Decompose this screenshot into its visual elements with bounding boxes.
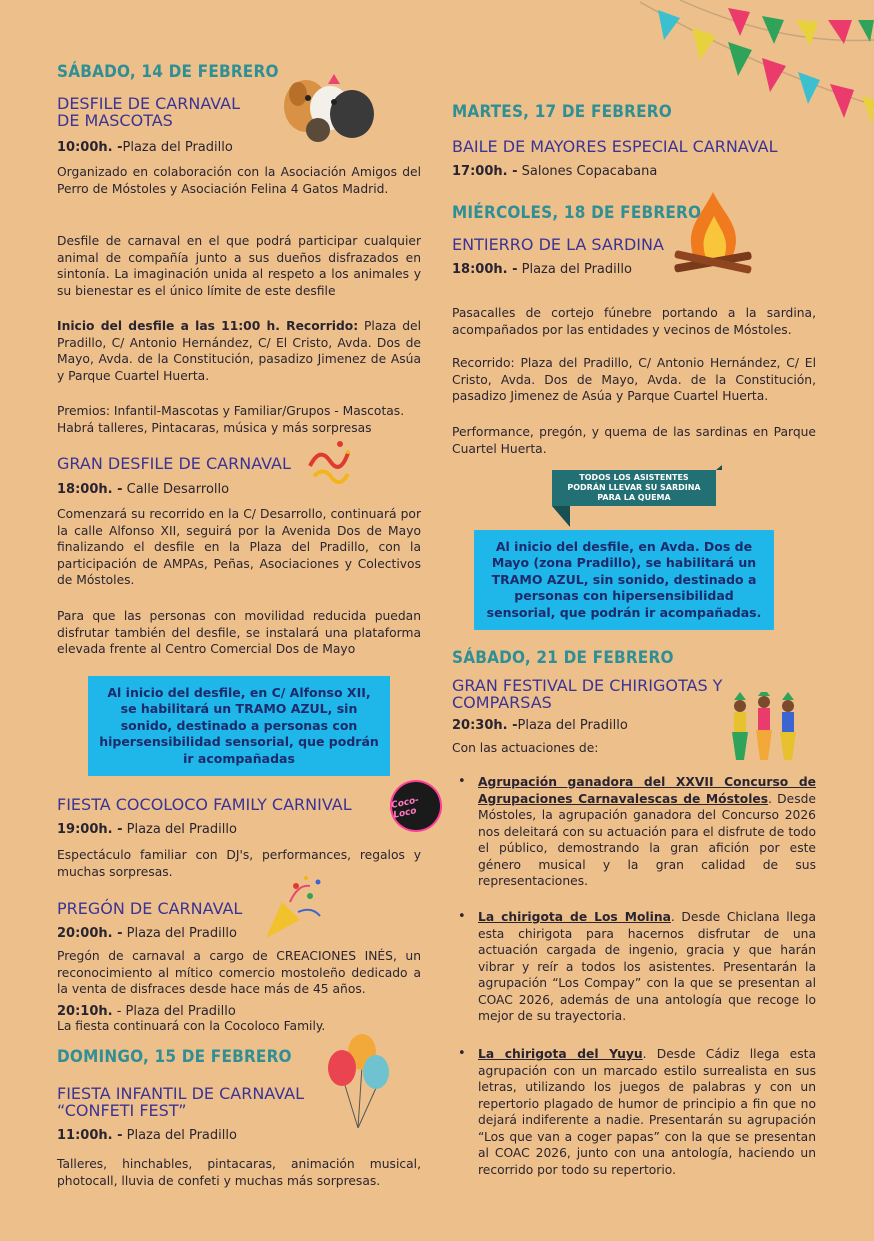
time-chirigotas: 20:30h. -Plaza del Pradillo bbox=[452, 718, 628, 733]
party-popper-icon bbox=[262, 872, 328, 942]
event-title-confeti-1: FIESTA INFANTIL DE CARNAVAL bbox=[57, 1084, 304, 1103]
day-heading-martes-17: MARTES, 17 DE FEBRERO bbox=[452, 102, 672, 122]
event-title-chirigotas-1: GRAN FESTIVAL DE CHIRIGOTAS Y bbox=[452, 676, 723, 695]
event-title-pregon: PREGÓN DE CARNAVAL bbox=[57, 899, 243, 918]
text-mascotas-4: Premios: Infantil-Mascotas y Familiar/Grupos - Mascotas. Habrá talleres, Pintacaras, música y más sorpresas bbox=[57, 404, 405, 435]
event-title-sardina: ENTIERRO DE LA SARDINA bbox=[452, 235, 664, 254]
text-sardina-2: Recorrido: Plaza del Pradillo, C/ Antonio Hernández, C/ El Cristo, Avda. Dos de Mayo, Avda. de la Constitución, pasadizo Jimenez de Asúa y Parque Cuartel Huerta. bbox=[452, 356, 816, 403]
streamers-icon bbox=[304, 436, 354, 488]
bonfire-icon bbox=[670, 188, 756, 280]
tramo-azul-box-right: Al inicio del desfile, en Avda. Dos de Mayo (zona Pradillo), se habilitará un TRAMO AZUL, sin sonido, destinado a personas con hipersensibilidad sensorial, que podrán ir acompañadas. bbox=[474, 530, 774, 630]
time-sardina: 18:00h. - Plaza del Pradillo bbox=[452, 262, 632, 277]
text-mascotas-2: Desfile de carnaval en el que podrá participar cualquier animal de compañía junto a sus dueños disfrazados en sintonía. La imaginación unida al respeto a los animales y su bienestar es el único límite de este desfile bbox=[57, 234, 421, 298]
event-title-gran-desfile: GRAN DESFILE DE CARNAVAL bbox=[57, 454, 291, 473]
text-gran-2: Para que las personas con movilidad reducida puedan disfrutar también del desfile, se instalará una plataforma elevada frente al Centro Comercial Dos de Mayo bbox=[57, 609, 421, 656]
day-heading-sabado-14: SÁBADO, 14 DE FEBRERO bbox=[57, 62, 279, 82]
bunting-decoration bbox=[640, 0, 874, 150]
event-title-mascotas: DESFILE DE CARNAVAL DE MASCOTAS bbox=[57, 94, 241, 130]
time-pregon-2: 20:10h. - Plaza del Pradillo bbox=[57, 1004, 236, 1019]
day-heading-domingo-15: DOMINGO, 15 DE FEBRERO bbox=[57, 1047, 292, 1067]
event-title-cocoloco: FIESTA COCOLOCO FAMILY CARNIVAL bbox=[57, 795, 352, 814]
act-item-1: • Agrupación ganadora del XXVII Concurso de Agrupaciones Carnavalescas de Móstoles. Desde Móstoles, la agrupación ganadora del Concurso 2026 nos deleitará con su actuación para el disfrute de todo el público, demostrando la gran afición por este género musical y la gran calidad de sus representaciones. bbox=[452, 774, 816, 890]
banner-corners bbox=[552, 465, 722, 527]
text-confeti: Talleres, hinchables, pintacaras, animación musical, photocall, lluvia de confeti y muchas más sorpresas. bbox=[57, 1157, 421, 1188]
text-gran-1: Comenzará su recorrido en la C/ Desarrollo, continuará por la calle Alfonso XII, seguirá por la Avenida Dos de Mayo finalizando el desfile en la Plaza del Pradillo, con la participación de AMPAs, Peñas, Asociaciones y Colectivos de Móstoles. bbox=[57, 507, 421, 587]
text-cocoloco: Espectáculo familiar con DJ's, performances, regalos y muchas sorpresas. bbox=[57, 848, 421, 879]
time-baile: 17:00h. - Salones Copacabana bbox=[452, 164, 658, 179]
act-item-2: • La chirigota de Los Molina. Desde Chiclana llega esta chirigota para hacernos disfrutar de una actuación cargada de ingenio, gracia y que harán vibrar y reír a todos los asistentes. Presentarán la agrupación “Los Compay” con la que se presentan al COAC 2026, además de una antología que recoge lo mejor de su trayectoria. bbox=[452, 909, 816, 1025]
text-sardina-3: Performance, pregón, y quema de las sardinas en Parque Cuartel Huerta. bbox=[452, 425, 816, 456]
time-gran-desfile: 18:00h. - Calle Desarrollo bbox=[57, 482, 230, 497]
day-heading-miercoles-18: MIÉRCOLES, 18 DE FEBRERO bbox=[452, 203, 702, 223]
tramo-azul-box-left: Al inicio del desfile, en C/ Alfonso XII, se habilitará un TRAMO AZUL, sin sonido, destinado a personas con hipersensibilidad sensorial, que podrán ir acompañadas bbox=[88, 676, 390, 776]
pets-illustration bbox=[268, 64, 384, 144]
act-item-3: • La chirigota del Yuyu. Desde Cádiz llega esta agrupación con un marcado estilo surrealista en sus letras, utilizando los juegos de palabras y con un repertorio plagado de humor de principio a fin que no dejará indiferente a nadie. Presentarán su agrupación “Los que van a coger papas” con la que se presentan al COAC 2026, junto con una antología, haciendo un recorrido por todo su repertorio. bbox=[452, 1046, 816, 1178]
time-cocoloco: 19:00h. - Plaza del Pradillo bbox=[57, 822, 237, 837]
text-pregon-1: Pregón de carnaval a cargo de CREACIONES INÉS, un reconocimiento al mítico comercio mostoleño dedicado a la venta de disfraces desde hace más de 45 años. bbox=[57, 949, 421, 996]
text-mascotas-3: Inicio del desfile a las 11:00 h. Recorrido: Plaza del Pradillo, C/ Antonio Hernández, C/ El Cristo, Avda. Dos de Mayo, Avda. de la Constitución, pasadizo Jimenez de Asúa y Parque Cuartel Huerta. bbox=[57, 319, 421, 383]
time-mascotas: 10:00h. -Plaza del Pradillo bbox=[57, 140, 233, 155]
event-title-chirigotas-2: COMPARSAS bbox=[452, 693, 552, 712]
text-sardina-1: Pasacalles de cortejo fúnebre portando a la sardina, acompañados por las entidades y vecinos de Móstoles. bbox=[452, 306, 816, 337]
balloons-icon bbox=[324, 1032, 394, 1132]
event-title-baile: BAILE DE MAYORES ESPECIAL CARNAVAL bbox=[452, 137, 778, 156]
day-heading-sabado-21: SÁBADO, 21 DE FEBRERO bbox=[452, 648, 674, 668]
time-confeti: 11:00h. - Plaza del Pradillo bbox=[57, 1128, 237, 1143]
sardina-banner: TODOS LOS ASISTENTES PODRÁN LLEVAR SU SARDINA PARA LA QUEMA bbox=[552, 470, 716, 506]
text-pregon-2: La fiesta continuará con la Cocoloco Family. bbox=[57, 1019, 326, 1033]
text-mascotas-1: Organizado en colaboración con la Asociación Amigos del Perro de Móstoles y Asociación Felina 4 Gatos Madrid. bbox=[57, 165, 421, 196]
dancers-illustration bbox=[724, 692, 806, 764]
event-title-confeti-2: “CONFETI FEST” bbox=[57, 1101, 187, 1120]
text-chirigotas-intro: Con las actuaciones de: bbox=[452, 741, 599, 755]
cocoloco-logo: Coco-Loco bbox=[385, 775, 447, 837]
time-pregon: 20:00h. - Plaza del Pradillo bbox=[57, 926, 237, 941]
